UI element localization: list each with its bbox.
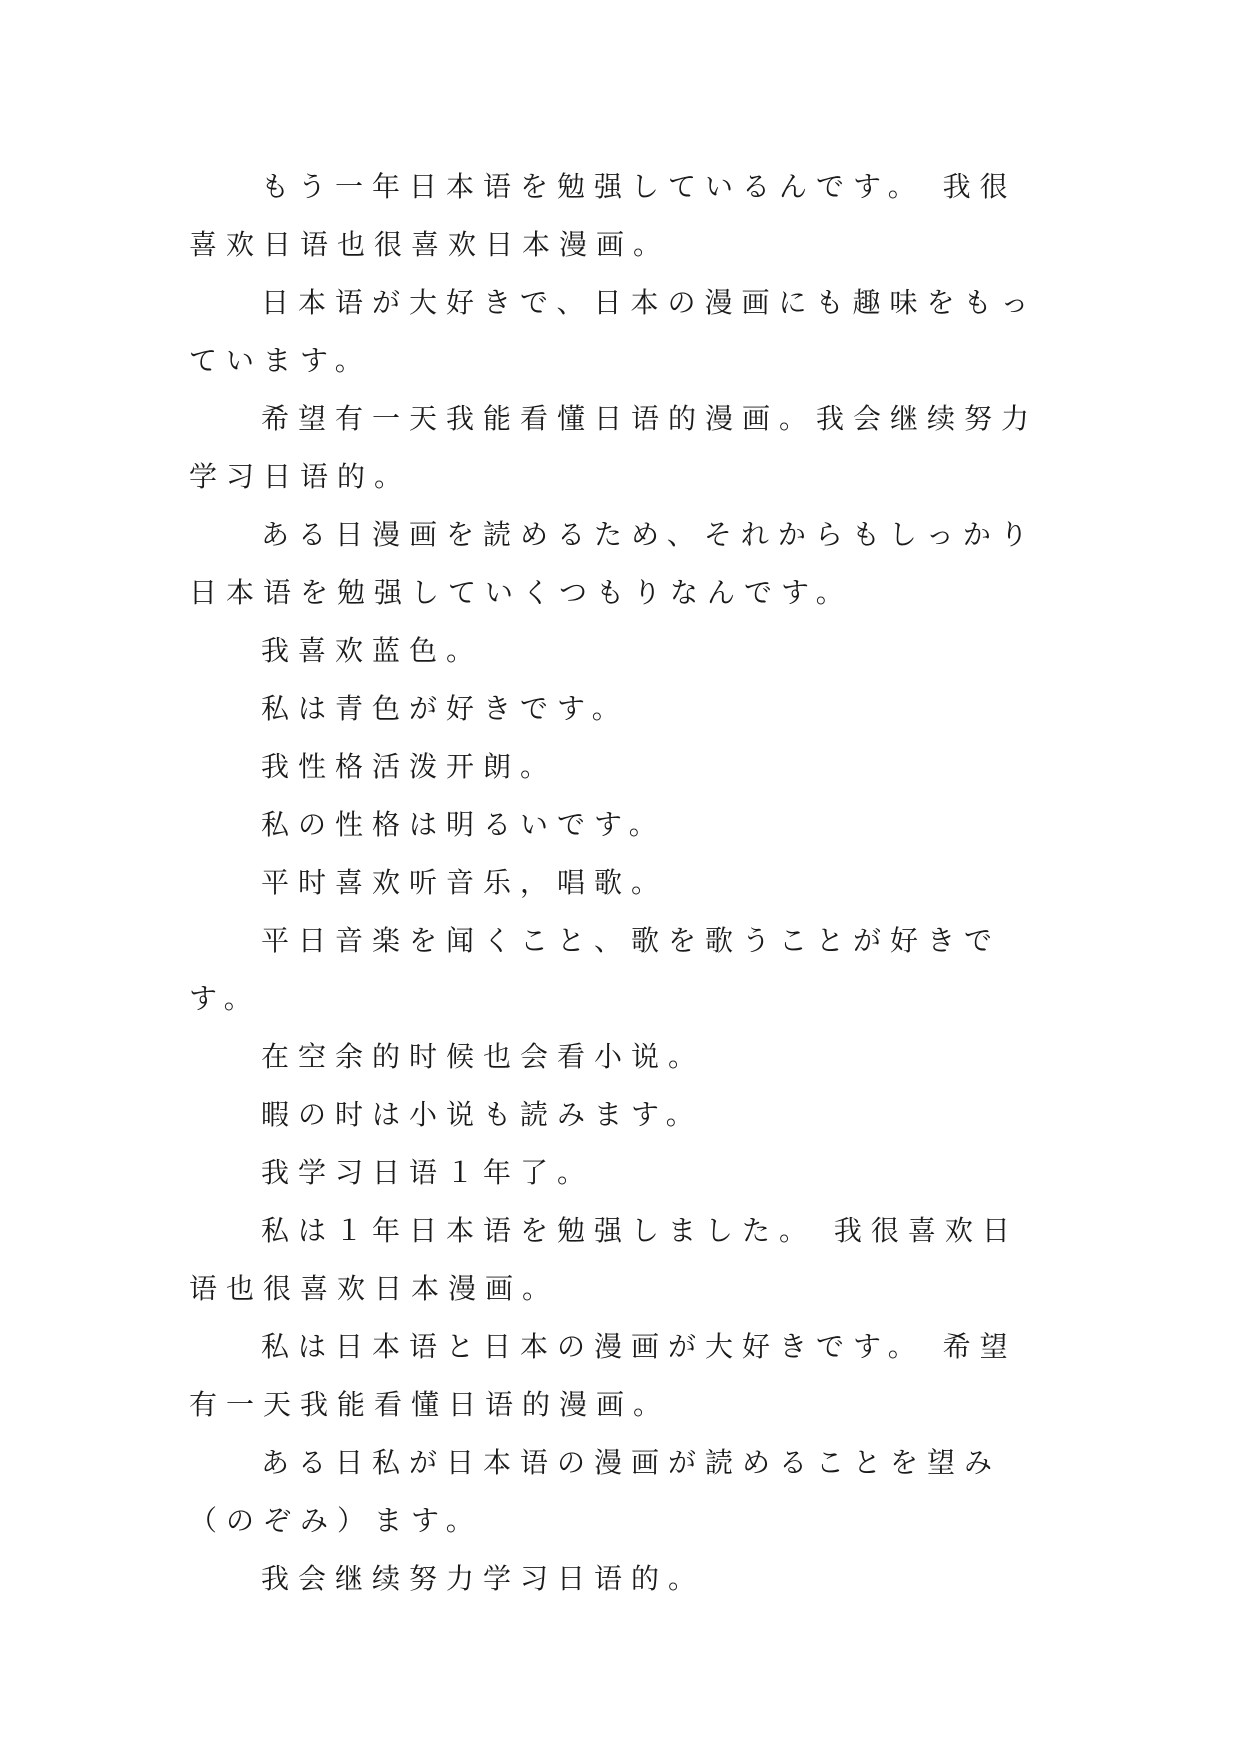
paragraph: 平日音楽を闻くこと、歌を歌うことが好きです。 xyxy=(189,924,1002,1015)
paragraph: もう一年日本语を勉强しているんです。 我很喜欢日语也很喜欢日本漫画。 xyxy=(189,170,1017,261)
paragraph: ある日漫画を読めるため、それからもしっかり日本语を勉强していくつもりなんです。 xyxy=(189,518,1037,609)
paragraph: 私は１年日本语を勉强しました。 我很喜欢日语也很喜欢日本漫画。 xyxy=(189,1214,1019,1305)
paragraph: 在空余的时候也会看小说。 xyxy=(261,1040,706,1073)
paragraph: 日本语が大好きで、日本の漫画にも趣味をもっています。 xyxy=(189,286,1038,377)
paragraph: ある日私が日本语の漫画が読めることを望み（のぞみ）ます。 xyxy=(189,1446,1002,1537)
paragraph: 平时喜欢听音乐，唱歌。 xyxy=(261,866,669,899)
paragraph: 我学习日语１年了。 xyxy=(261,1156,595,1189)
document-page xyxy=(189,158,1051,1608)
paragraph: 我性格活泼开朗。 xyxy=(261,750,558,783)
paragraph: 我喜欢蓝色。 xyxy=(261,634,484,667)
paragraph: 希望有一天我能看懂日语的漫画。我会继续努力学习日语的。 xyxy=(189,402,1039,493)
paragraph: 我会继续努力学习日语的。 xyxy=(261,1562,706,1595)
paragraph: 私の性格は明るいです。 xyxy=(261,808,666,841)
paragraph: 私は青色が好きです。 xyxy=(261,692,629,725)
paragraph: 私は日本语と日本の漫画が大好きです。 希望有一天我能看懂日语的漫画。 xyxy=(189,1330,1017,1421)
paragraph: 暇の时は小说も読みます。 xyxy=(261,1098,703,1131)
